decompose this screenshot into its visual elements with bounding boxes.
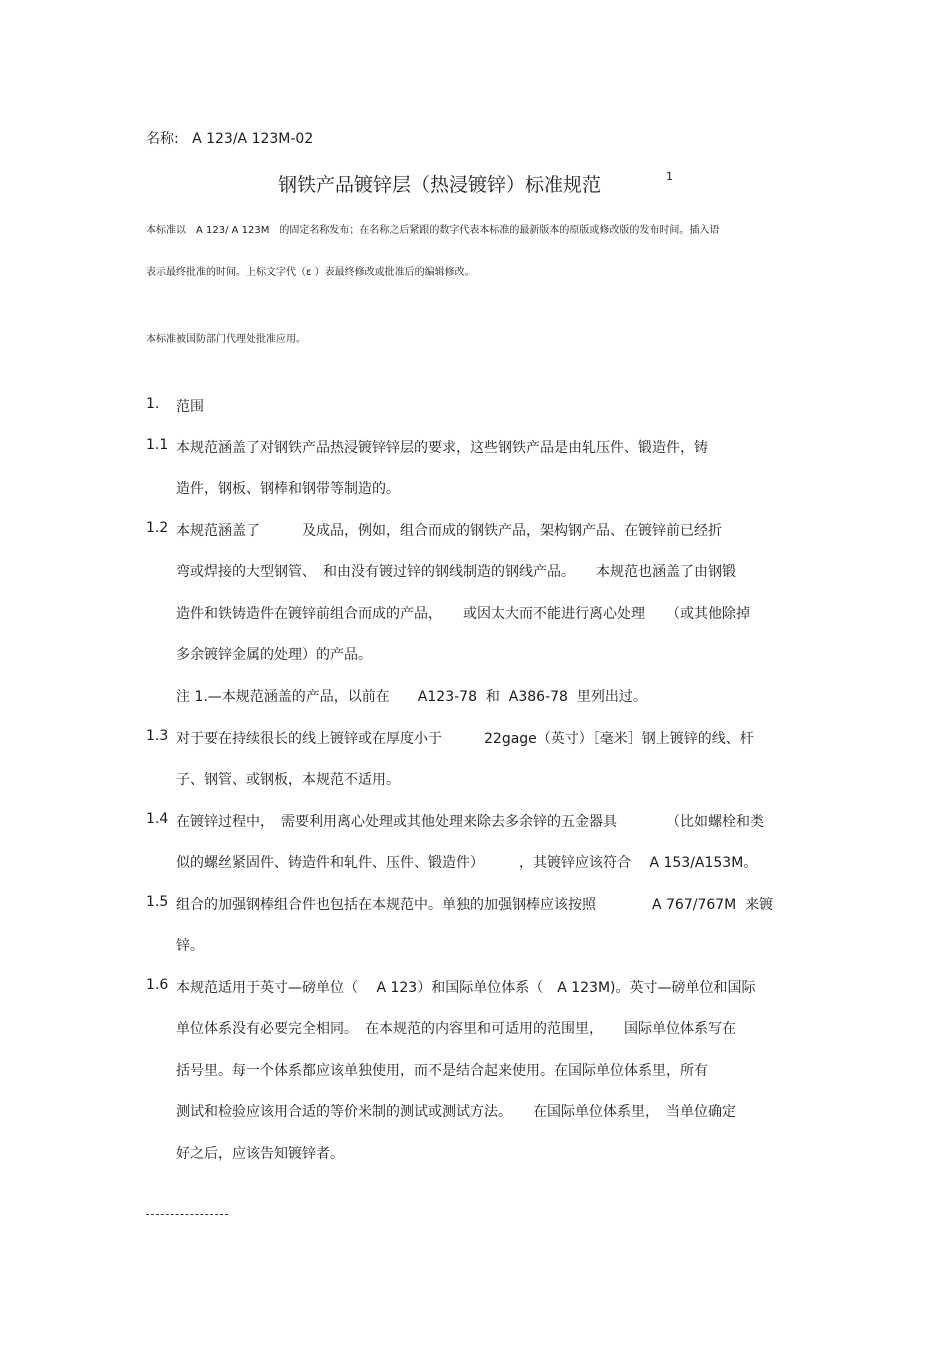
title-footnote-mark: 1 (666, 170, 673, 183)
clause-text: 好之后，应该告知镀锌者。 (176, 1146, 344, 1162)
clause-text: 多余镀锌金属的处理）的产品。 (176, 647, 372, 663)
clause-note: 注 1.—本规范涵盖的产品，以前在 A123-78 和 A386-78 里列出过。 (176, 689, 647, 705)
clause-text: 似的螺丝紧固件、铸造件和轧件、压件、锻造件） ，其镀锌应该符合 A 153/A153M。 (176, 855, 758, 871)
clause-text: 本规范涵盖了 及成品，例如，组合而成的钢铁产品，架构钢产品、在镀锌前已经折 (176, 523, 722, 539)
clause-text: 括号里。每一个体系都应该单独使用，而不是结合起来使用。在国际单位体系里，所有 (176, 1063, 708, 1079)
clause-text: 对于要在持续很长的线上镀锌或在厚度小于 22gage（英寸）［毫米］钢上镀锌的线、杆 (176, 731, 754, 747)
page-title: 钢铁产品镀锌层（热浸镀锌）标准规范 (278, 174, 602, 196)
clause-number: 1.5 (146, 894, 169, 910)
section-number: 1. (146, 396, 160, 412)
clause-text: 在镀锌过程中， 需要利用离心处理或其他处理来除去多余锌的五金器具 （比如螺栓和类 (176, 814, 764, 830)
clause-number: 1.3 (146, 728, 169, 744)
clause-text: 本规范涵盖了对钢铁产品热浸镀锌锌层的要求，这些钢铁产品是由轧压件、锻造件，铸 (176, 440, 708, 456)
note-line-1: 本标准以 A 123/ A 123M 的固定名称发布；在名称之后紧跟的数字代表本标准的最新版本的原版或修改版的发布时间。插入语 (146, 225, 720, 236)
clause-text: 造件，钢板、钢棒和钢带等制造的。 (176, 481, 400, 497)
clause-text: 弯或焊接的大型钢管、 和由没有镀过锌的钢线制造的钢线产品。 本规范也涵盖了由钢锻 (176, 564, 736, 580)
note-line-2: 表示最终批准的时间。上标文字代（ε ）表最终修改或批准后的编辑修改。 (146, 267, 475, 278)
footnote-separator (146, 1214, 228, 1215)
clause-text: 造件和铁铸造件在镀锌前组合而成的产品， 或因太大而不能进行离心处理 （或其他除掉 (176, 606, 750, 622)
clause-text: 本规范适用于英寸—磅单位（ A 123）和国际单位体系（ A 123M)。英寸—磅单位和国际 (176, 980, 756, 996)
clause-text: 组合的加强钢棒组合件也包括在本规范中。单独的加强钢棒应该按照 A 767/767M 来镀 (176, 897, 774, 913)
clause-number: 1.6 (146, 977, 169, 993)
clause-text: 锌。 (176, 938, 204, 954)
name-value: A 123/A 123M-02 (192, 131, 314, 147)
clause-text: 测试和检验应该用合适的等价米制的测试或测试方法。 在国际单位体系里， 当单位确定 (176, 1104, 736, 1120)
clause-number: 1.2 (146, 520, 169, 536)
section-heading: 范围 (176, 399, 204, 415)
note-line-3: 本标准被国防部门代理处批准应用。 (146, 334, 306, 345)
clause-text: 单位体系没有必要完全相同。 在本规范的内容里和可适用的范围里， 国际单位体系写在 (176, 1021, 736, 1037)
name-label: 名称: (146, 131, 179, 147)
clause-number: 1.1 (146, 437, 169, 453)
clause-text: 子、钢管、或钢板，本规范不适用。 (176, 772, 400, 788)
clause-number: 1.4 (146, 811, 169, 827)
document-name (146, 128, 313, 148)
